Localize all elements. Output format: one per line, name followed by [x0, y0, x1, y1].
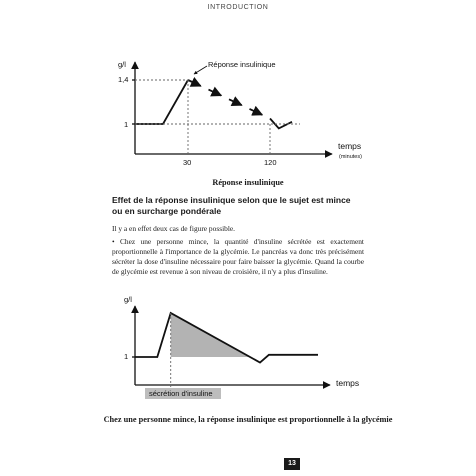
curve-annotation: Réponse insulinique	[208, 60, 276, 69]
intro-text: Il y a en effet deux cas de figure possible.	[112, 224, 235, 233]
x-tick-label: 120	[264, 158, 277, 167]
body-paragraph: • Chez une personne mince, la quantité d'insuline sécrétée est exactement proportionnelle à l'importance de la glycémie. Le pancréas va donc très précisément sécréter la dose d'insuline nécessaire pour faire baisser la glycémie. Quand la courbe de glycémie est revenue à son niveau de croisière, il n'y a plus d'insuline.	[112, 237, 364, 277]
secretion-label: sécrétion d'insuline	[149, 389, 213, 398]
figure-1-caption: Réponse insulinique	[212, 178, 284, 187]
x-axis-label: temps	[336, 378, 360, 388]
y-axis-label: g/l	[124, 295, 132, 304]
x-axis-unit: (minutes)	[339, 154, 362, 160]
x-tick-label: 30	[183, 158, 192, 167]
running-head: INTRODUCTION	[207, 4, 269, 11]
y-tick-label: 1	[124, 120, 129, 129]
y-tick-label: 1,4	[118, 75, 129, 84]
figure-2-caption: Chez une personne mince, la réponse insulinique est proportionnelle à la glycémie	[103, 415, 393, 424]
page-number: 13	[284, 458, 300, 470]
y-tick-label: 1	[124, 352, 129, 361]
section-heading: Effet de la réponse insulinique selon que le sujet est mince ou en surcharge pondérale	[112, 195, 351, 216]
y-axis-label: g/l	[118, 60, 126, 69]
x-axis-label: temps	[338, 141, 362, 151]
